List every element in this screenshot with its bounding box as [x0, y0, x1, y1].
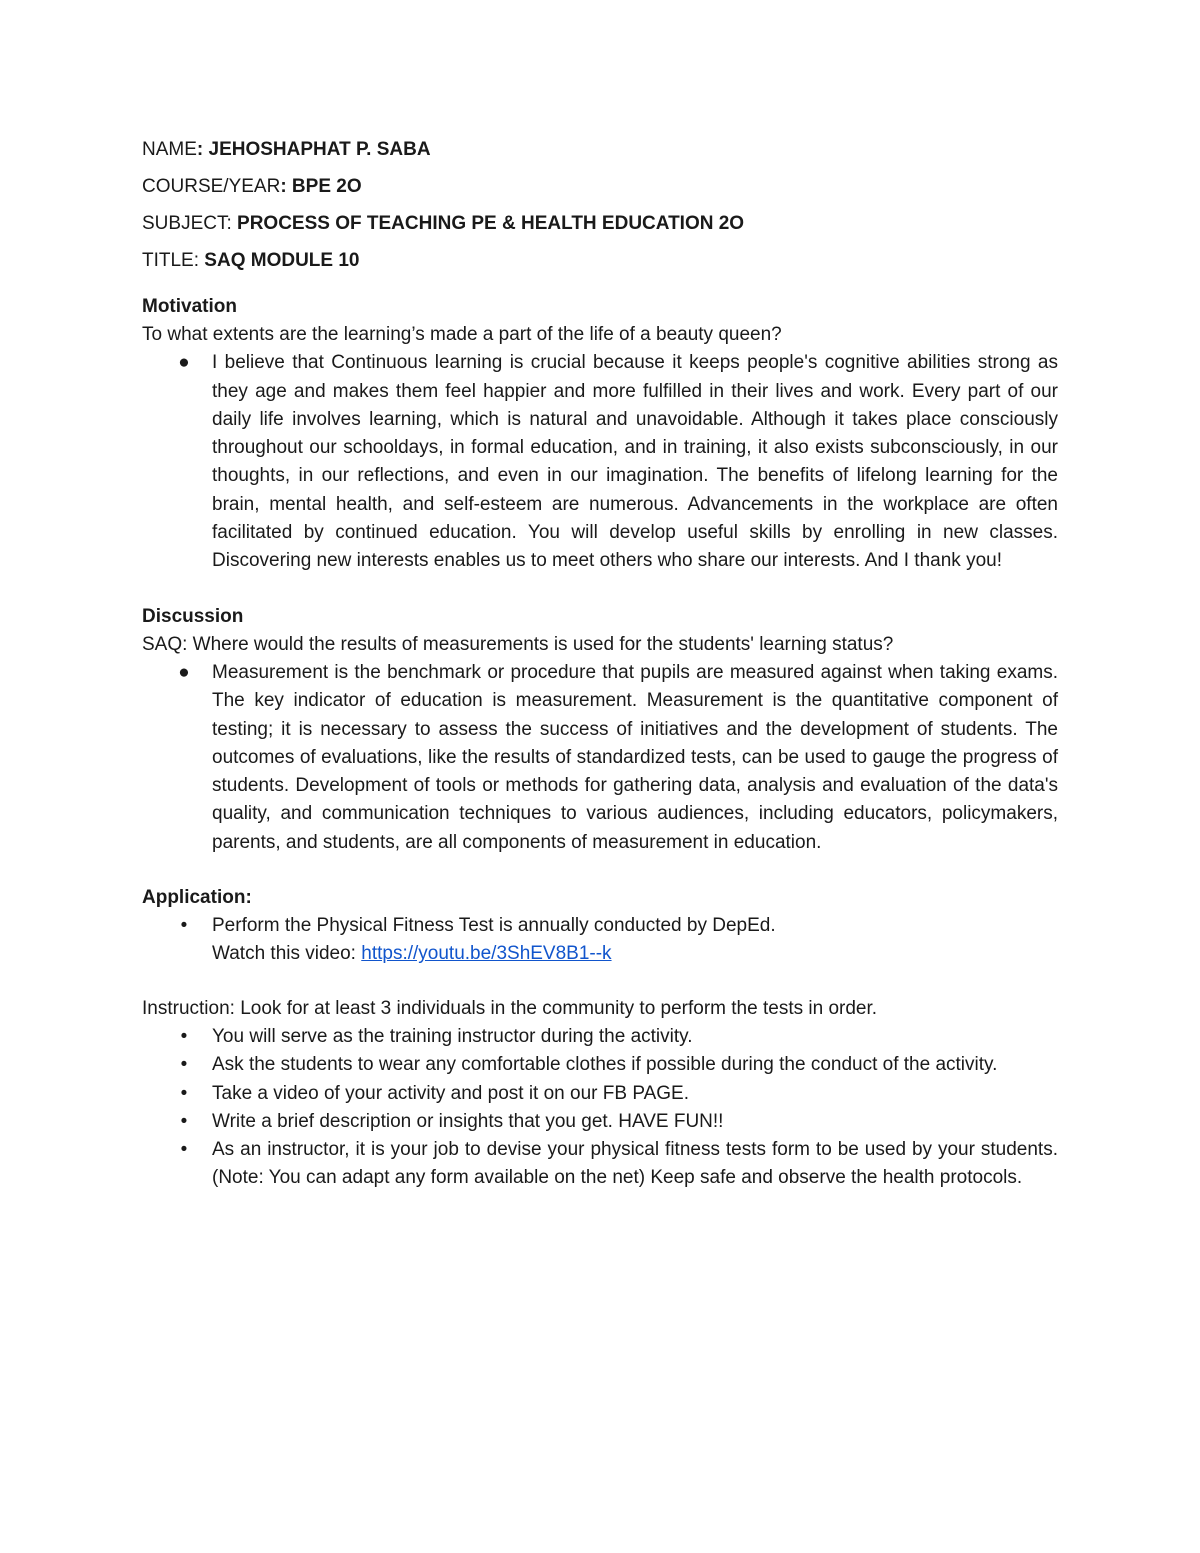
discussion-list	[142, 659, 1058, 857]
step-text: You will serve as the training instructor during the activity.	[212, 1025, 693, 1047]
step-text: Ask the students to wear any comfortable clothes if possible during the conduct of the activity.	[212, 1054, 998, 1076]
bullet-icon: ●	[178, 352, 190, 374]
title-value: SAQ MODULE 10	[204, 250, 360, 271]
title-label: TITLE:	[142, 250, 205, 271]
discussion-answer: Measurement is the benchmark or procedure that pupils are measured against when taking exams. The key indicator of education is measurement. Measurement is the quantitative component of testing; it is necessary to assess the success of initiatives and the development of students. The outcomes of evaluations, like the results of standardized tests, can be used to gauge the progress of students. Development of tools or methods for gathering data, analysis and evaluation of the data's quality, and communication techniques to various audiences, including educators, policymakers, parents, and students, are all components of measurement in education.	[212, 661, 1058, 853]
application-list	[142, 912, 1058, 969]
bullet-icon: •	[180, 1139, 188, 1161]
course-value: : BPE 2O	[280, 176, 362, 197]
name-value: : JEHOSHAPHAT P. SABA	[196, 139, 431, 160]
list-item	[142, 1023, 1058, 1051]
video-link[interactable]: https://youtu.be/3ShEV8B1--k	[361, 943, 612, 965]
document-page	[142, 138, 1058, 1193]
discussion-question: SAQ: Where would the results of measurements is used for the students' learning status?	[142, 633, 894, 655]
bullet-icon: •	[180, 1110, 188, 1132]
step-text: As an instructor, it is your job to devise your physical fitness tests form to be used by your students. (Note: You can adapt any form available on the net) Keep safe and observe the health protocols.	[212, 1139, 1058, 1189]
application-item: Perform the Physical Fitness Test is annually conducted by DepEd.	[212, 915, 776, 937]
list-item	[142, 1051, 1058, 1079]
instruction-text: Instruction: Look for at least 3 individuals in the community to perform the tests in order.	[142, 997, 878, 1019]
watch-label: Watch this video:	[212, 943, 362, 965]
motivation-list	[142, 349, 1058, 575]
motivation-heading: Motivation	[142, 296, 237, 317]
name-label: NAME	[142, 139, 197, 160]
step-text: Take a video of your activity and post it on our FB PAGE.	[212, 1082, 689, 1104]
step-text: Write a brief description or insights that you get. HAVE FUN!!	[212, 1110, 724, 1132]
title-line	[142, 249, 1058, 273]
bullet-icon: •	[180, 915, 188, 937]
list-item	[142, 1136, 1058, 1193]
subject-value: PROCESS OF TEACHING PE & HEALTH EDUCATION 2O	[237, 213, 745, 234]
application-heading: Application:	[142, 887, 252, 909]
motivation-question: To what extents are the learning’s made a part of the life of a beauty queen?	[142, 324, 782, 345]
subject-line	[142, 212, 1058, 236]
discussion-heading: Discussion	[142, 605, 244, 627]
list-item	[142, 659, 1058, 857]
name-line	[142, 138, 1058, 162]
course-label: COURSE/YEAR	[142, 176, 281, 197]
list-item	[142, 1108, 1058, 1136]
instruction-list	[142, 1023, 1058, 1193]
bullet-icon: ●	[178, 661, 190, 683]
subject-label: SUBJECT:	[142, 213, 238, 234]
bullet-icon: •	[180, 1025, 188, 1047]
list-item	[142, 1080, 1058, 1108]
list-item	[142, 912, 1058, 969]
list-item	[142, 349, 1058, 575]
motivation-answer: I believe that Continuous learning is crucial because it keeps people's cognitive abilities strong as they age and makes them feel happier and more fulfilled in their lives and work. Every part of our daily life involves learning, which is natural and unavoidable. Although it takes place consciously throughout our schooldays, in formal education, and in training, it also exists subconsciously, in our thoughts, in our reflections, and even in our imagination. The benefits of lifelong learning for the brain, mental health, and self-esteem are numerous. Advancements in the workplace are often facilitated by continued education. You will develop useful skills by enrolling in new classes. Discovering new interests enables us to meet others who share our interests. And I thank you!	[212, 352, 1058, 572]
course-line	[142, 175, 1058, 199]
bullet-icon: •	[180, 1054, 188, 1076]
bullet-icon: •	[180, 1082, 188, 1104]
